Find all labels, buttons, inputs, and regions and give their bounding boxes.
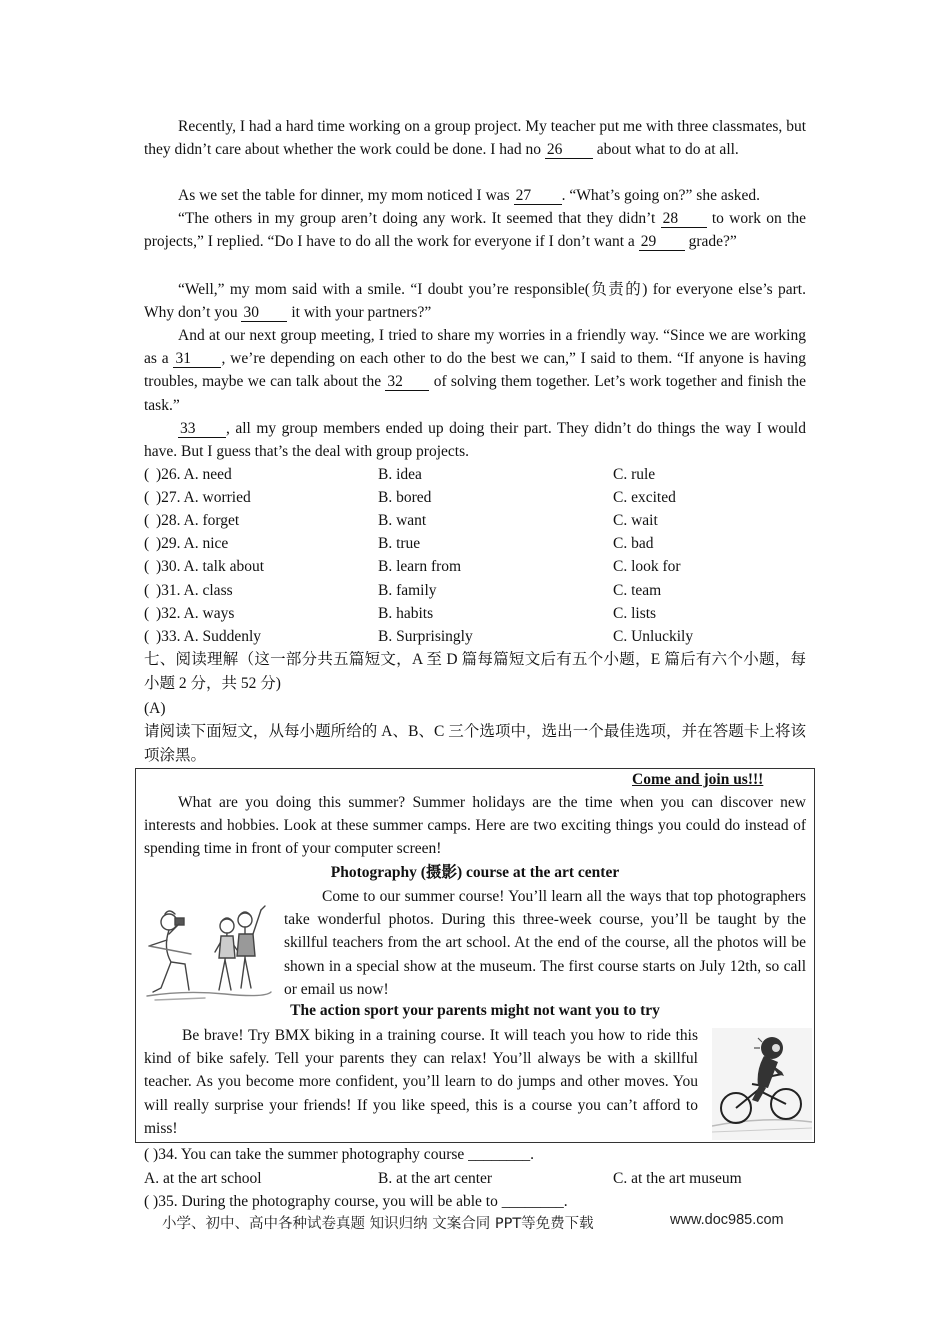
option-b: B. idea bbox=[378, 466, 422, 483]
option-a: )28. A. forget bbox=[156, 512, 240, 529]
bmx-rider-illustration bbox=[712, 1028, 812, 1140]
answer-paren[interactable]: ( bbox=[144, 466, 150, 483]
part-label: (A) bbox=[144, 700, 166, 717]
blank-30: 30 bbox=[241, 305, 287, 322]
option-b: B. habits bbox=[378, 605, 434, 622]
blank-31: 31 bbox=[173, 351, 221, 368]
option-b: B. true bbox=[378, 535, 421, 552]
bmx-course-heading: The action sport your parents might not want you to try bbox=[290, 1002, 660, 1019]
blank-27: 27 bbox=[514, 188, 562, 205]
footer-text: 小学、初中、高中各种试卷真题 知识归纳 文案合同 PPT等免费下载 bbox=[162, 1216, 594, 1232]
option-a: )27. A. worried bbox=[156, 489, 251, 506]
text: it with your partners?” bbox=[287, 304, 432, 322]
option-row-26 bbox=[144, 463, 806, 486]
text: Recently, I had a hard time working on a group project. My teacher put me with three classmates, but they didn’t care about whether the work could be done. I had no bbox=[144, 118, 806, 159]
answer-paren[interactable]: ( bbox=[144, 558, 150, 575]
option-b: B. bored bbox=[378, 489, 432, 506]
answer-paren[interactable]: ( bbox=[144, 535, 150, 552]
bmx-course-text: Be brave! Try BMX biking in a training course. It will teach you how to ride this kind of bike safely. Tell your parents they can relax! You’ll always be with a skillful teacher. As you become more confident, you’ll learn to do jumps and other moves. You will really surprise your friends! If you like speed, this is a course you can’t afford to miss! bbox=[144, 1027, 698, 1137]
option-c: C. lists bbox=[613, 605, 657, 622]
option-row-30 bbox=[144, 555, 806, 578]
footer-url[interactable]: www.doc985.com bbox=[670, 1212, 784, 1228]
option-b: B. family bbox=[378, 582, 437, 599]
passage-paragraph-3 bbox=[144, 207, 806, 253]
text: to work on the projects,” I replied. “Do I have to do all the work for everyone if I don’t want a bbox=[144, 210, 806, 251]
option-c: C. rule bbox=[613, 466, 656, 483]
option-a: )26. A. need bbox=[156, 466, 232, 483]
photo-course-heading: Photography (摄影) course at the art center bbox=[330, 864, 620, 881]
question-35: ( )35. During the photography course, you will be able to ________. bbox=[144, 1193, 568, 1210]
option-b: B. want bbox=[378, 512, 427, 529]
option-a: A. at the art school bbox=[144, 1170, 262, 1187]
ad-title: Come and join us!!! bbox=[632, 771, 764, 788]
option-a: )32. A. ways bbox=[156, 605, 235, 622]
answer-paren[interactable]: ( bbox=[144, 628, 150, 645]
blank-29: 29 bbox=[639, 234, 685, 251]
option-c: C. look for bbox=[613, 558, 681, 575]
text: “Well,” my mom said with a smile. “I doubt you’re responsible(负责的) for everyone else’s part. Why don’t you bbox=[144, 281, 806, 322]
option-b: B. at the art center bbox=[378, 1170, 493, 1187]
answer-paren[interactable]: ( bbox=[144, 582, 150, 599]
option-c: C. excited bbox=[613, 489, 676, 506]
option-row-29 bbox=[144, 532, 806, 555]
option-c: C. Unluckily bbox=[613, 628, 694, 645]
passage-paragraph-6 bbox=[144, 417, 806, 463]
option-a: )29. A. nice bbox=[156, 535, 229, 552]
text: As we set the table for dinner, my mom noticed I was bbox=[178, 187, 514, 204]
blank-32: 32 bbox=[385, 374, 429, 391]
text: “The others in my group aren’t doing any work. It seemed that they didn’t bbox=[178, 210, 661, 227]
option-c: C. bad bbox=[613, 535, 654, 552]
text: about what to do at all. bbox=[592, 141, 739, 159]
text: , all my group members ended up doing their part. They didn’t do things the way I would have. But I guess that’s the deal with group projects. bbox=[144, 420, 806, 461]
section-heading: 七、阅读理解（这一部分共五篇短文，A 至 D 篇每篇短文后有五个小题，E 篇后有六个小题，每小题 2 分，共 52 分) bbox=[144, 651, 806, 692]
option-row-28 bbox=[144, 509, 806, 532]
passage-paragraph-5 bbox=[144, 324, 806, 417]
option-c: C. wait bbox=[613, 512, 658, 529]
option-b: B. Surprisingly bbox=[378, 628, 473, 645]
ad-intro: What are you doing this summer? Summer holidays are the time when you can discover new interests and hobbies. Look at these summer camps. Here are two exciting things you could do instead of spending time in front of your computer screen! bbox=[144, 794, 806, 858]
option-c: C. team bbox=[613, 582, 662, 599]
passage-paragraph-4 bbox=[144, 278, 806, 324]
option-row-31 bbox=[144, 579, 806, 602]
section-instruction: 请阅读下面短文，从每小题所给的 A、B、C 三个选项中，选出一个最佳选项，并在答题卡上将该项涂黑。 bbox=[144, 723, 806, 764]
text: And at our next group meeting, I tried to share my worries in a friendly way. “Since we are working as a bbox=[144, 327, 806, 368]
option-row-32 bbox=[144, 602, 806, 625]
option-row-27 bbox=[144, 486, 806, 509]
text: grade?” bbox=[684, 233, 737, 251]
option-c: C. at the art museum bbox=[613, 1170, 742, 1187]
question-34-options bbox=[144, 1167, 806, 1190]
blank-28: 28 bbox=[661, 211, 707, 228]
option-row-33 bbox=[144, 625, 806, 648]
question-34: ( )34. You can take the summer photography course ________. bbox=[144, 1146, 535, 1163]
option-a: )33. A. Suddenly bbox=[156, 628, 262, 645]
blank-33: 33 bbox=[178, 421, 226, 438]
photographer-illustration bbox=[145, 900, 273, 1004]
option-a: )31. A. class bbox=[156, 582, 233, 599]
answer-paren[interactable]: ( bbox=[144, 489, 150, 506]
footer bbox=[162, 1212, 784, 1233]
answer-paren[interactable]: ( bbox=[144, 512, 150, 529]
answer-paren[interactable]: ( bbox=[144, 605, 150, 622]
text: of solving them together. Let’s work together and finish the task.” bbox=[144, 373, 807, 414]
text: . “What’s going on?” she asked. bbox=[561, 187, 760, 204]
passage-paragraph-1 bbox=[144, 115, 806, 161]
option-a: )30. A. talk about bbox=[156, 558, 265, 575]
text: , we’re depending on each other to do the best we can,” I said to them. “If anyone is having troubles, maybe we can talk about the bbox=[144, 350, 806, 391]
blank-26: 26 bbox=[545, 142, 593, 159]
option-b: B. learn from bbox=[378, 558, 462, 575]
photo-course-text: Come to our summer course! You’ll learn all the ways that top photographers take wonderful photos. During this three-week course, you’ll be taught by the skillful teachers from the art school. At the end of the course, all the photos will be shown in a special show at the museum. The first course starts on July 12th, so call or email us now! bbox=[284, 888, 806, 998]
passage-paragraph-2 bbox=[144, 184, 806, 207]
